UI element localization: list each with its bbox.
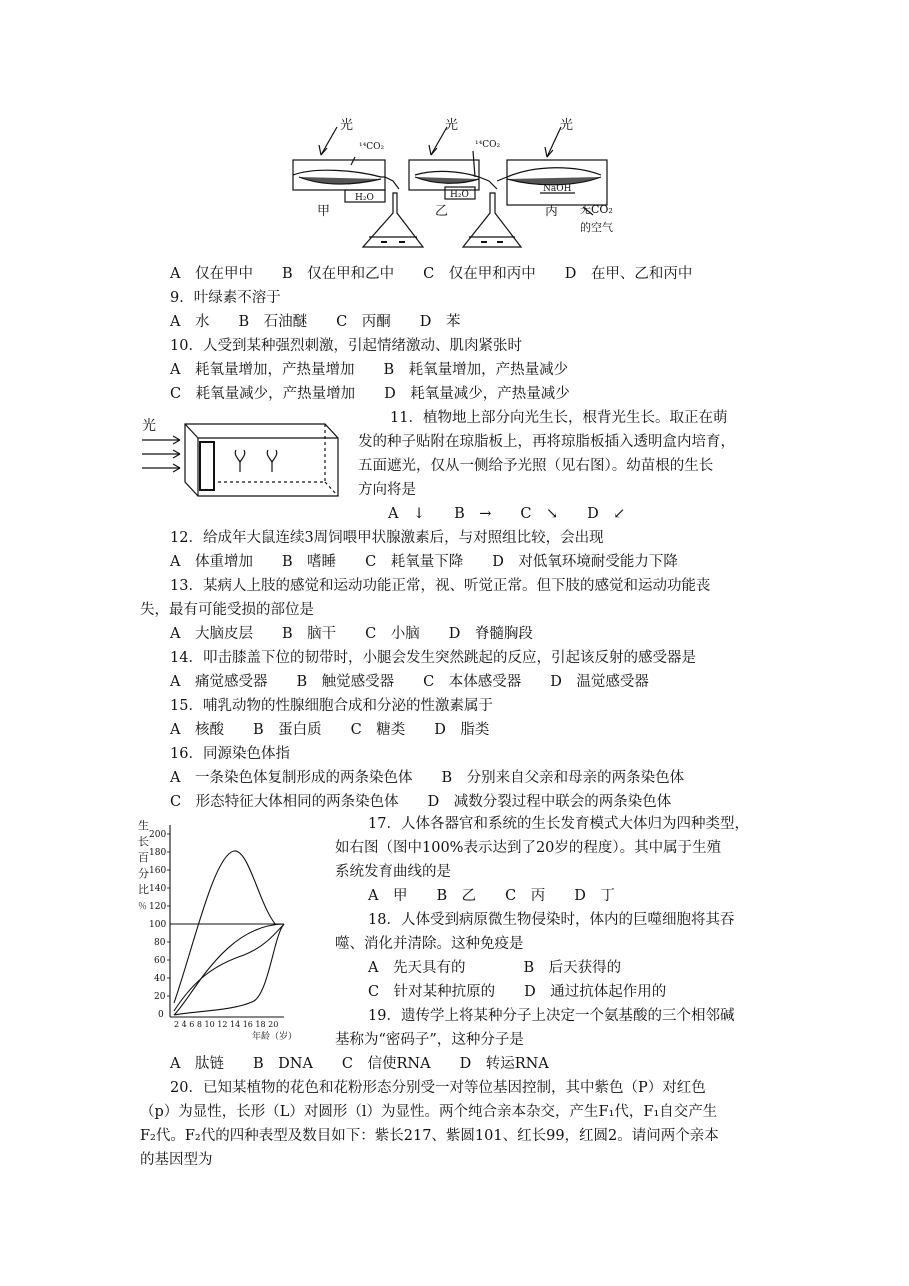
label-jia: 甲 (317, 204, 331, 219)
q17-line3: 系统发育曲线的是 (335, 864, 451, 880)
q11-line1: 11．植物地上部分向光生长，根背光生长。取正在萌 (390, 410, 728, 426)
ytick-60: 60 (154, 956, 166, 966)
q17-options: A 甲 B 乙 C 丙 D 丁 (368, 888, 615, 904)
ytick-180: 180 (149, 848, 167, 858)
ylabel-char-2: 长 (138, 835, 149, 848)
ytick-160: 160 (149, 866, 167, 876)
q10-options-1: A 耗氧量增加，产热量增加 B 耗氧量增加，产热量减少 (170, 362, 569, 378)
light-label-1: 光 (340, 118, 354, 133)
q11-line3: 五面遮光，仅从一侧给予光照（见右图）。幼苗根的生长 (358, 458, 714, 474)
photosynthesis-apparatus-figure (285, 115, 625, 260)
ylabel-char-3: 百 (138, 851, 149, 864)
q12-stem: 12．给成年大鼠连续3周饲喂甲状腺激素后，与对照组比较，会出现 (170, 530, 604, 546)
xticks: 2 4 6 8 10 12 14 16 18 20 (174, 1020, 279, 1029)
q14-stem: 14．叩击膝盖下位的韧带时，小腿会发生突然跳起的反应，引起该反射的感受器是 (170, 650, 696, 666)
q20-line3: F₂代。F₂代的四种表型及数目如下：紫长217、紫圆101、红长99，红圆2。请问两个亲本 (140, 1128, 719, 1144)
ylabel-char-6: ％ (138, 902, 148, 912)
ytick-140: 140 (149, 884, 167, 894)
q20-line2: （p）为显性，长形（L）对圆形（l）为显性。两个纯合亲本杂交，产生F₁代，F₁自交产生 (140, 1104, 718, 1120)
q17-line1: 17．人体各器官和系统的生长发育模式大体归为四种类型， (368, 816, 749, 832)
ytick-0: 0 (158, 1010, 164, 1020)
q16-options-2: C 形态特征大体相同的两条染色体 D 减数分裂过程中联会的两条染色体 (170, 794, 672, 810)
ytick-40: 40 (154, 974, 166, 984)
no-co2-air-label-1: 无CO₂ (580, 203, 613, 216)
co2-label-1: ¹⁴CO₂ (359, 142, 385, 152)
q12-options: A 体重增加 B 嗜睡 C 耗氧量下降 D 对低氧环境耐受能力下降 (170, 554, 678, 570)
ytick-20: 20 (154, 992, 166, 1002)
ylabel-char-5: 比 (138, 883, 149, 896)
label-bing: 丙 (545, 204, 559, 219)
ytick-80: 80 (154, 938, 166, 948)
light-label-2: 光 (445, 118, 459, 133)
ytick-100: 100 (149, 920, 167, 930)
q17-line2: 如右图（图中100%表示达到了20岁的程度）。其中属于生殖 (335, 840, 722, 856)
naoh-label: NaOH (543, 184, 572, 194)
q10-stem: 10．人受到某种强烈刺激，引起情绪激动、肌肉紧张时 (170, 338, 522, 354)
q11-options: A ↓ B → C ↘ D ↙ (388, 506, 626, 522)
h2o-label-2: H₂O (450, 190, 469, 200)
ytick-120: 120 (149, 902, 167, 912)
q11-line4: 方向将是 (358, 482, 416, 498)
seedling-box-figure (140, 410, 350, 505)
q18-options-1: A 先天具有的 B 后天获得的 (368, 960, 622, 976)
q18-options-2: C 针对某种抗原的 D 通过抗体起作用的 (368, 984, 667, 1000)
q9-stem: 9．叶绿素不溶于 (170, 290, 281, 306)
q19-line2: 基称为“密码子”，这种分子是 (335, 1032, 524, 1048)
q15-stem: 15．哺乳动物的性腺细胞合成和分泌的性激素属于 (170, 698, 493, 714)
co2-label-2: ¹⁴CO₂ (475, 140, 501, 150)
q8-options: A 仅在甲中 B 仅在甲和乙中 C 仅在甲和丙中 D 在甲、乙和丙中 (170, 266, 693, 282)
q13-options: A 大脑皮层 B 脑干 C 小脑 D 脊髓胸段 (170, 626, 533, 642)
q18-line2: 噬、消化并清除。这种免疫是 (335, 936, 524, 952)
no-co2-air-label-2: 的空气 (580, 221, 613, 234)
q16-stem: 16．同源染色体指 (170, 746, 290, 762)
q20-line1: 20．已知某植物的花色和花粉形态分别受一对等位基因控制，其中紫色（P）对红色 (170, 1080, 706, 1096)
ytick-200: 200 (149, 830, 167, 840)
q11-line2: 发的种子贴附在琼脂板上，再将琼脂板插入透明盒内培育， (358, 434, 735, 450)
q9-options: A 水 B 石油醚 C 丙酮 D 苯 (170, 314, 461, 330)
label-yi: 乙 (435, 204, 449, 219)
growth-curves-figure (134, 815, 334, 1045)
q14-options: A 痛觉感受器 B 触觉感受器 C 本体感受器 D 温觉感受器 (170, 674, 649, 690)
q13-line2: 失，最有可能受损的部位是 (140, 602, 314, 618)
xlabel: 年龄（岁） (252, 1032, 298, 1042)
q10-options-2: C 耗氧量减少，产热量增加 D 耗氧量减少，产热量减少 (170, 386, 570, 402)
h2o-label-1: H₂O (355, 193, 374, 203)
q13-line1: 13．某病人上肢的感觉和运动功能正常，视、听觉正常。但下肢的感觉和运动功能丧 (170, 578, 711, 594)
q16-options-1: A 一条染色体复制形成的两条染色体 B 分别来自父亲和母亲的两条染色体 (170, 770, 685, 786)
light-label-3: 光 (560, 118, 574, 133)
q19-options: A 肽链 B DNA C 信使RNA D 转运RNA (170, 1056, 549, 1072)
q18-line1: 18．人体受到病原微生物侵染时，体内的巨噬细胞将其吞 (368, 912, 735, 928)
ylabel-char-4: 分 (138, 867, 149, 880)
q20-line4: 的基因型为 (140, 1152, 213, 1168)
light-label: 光 (142, 418, 156, 434)
ylabel-char-1: 生 (138, 819, 149, 832)
q15-options: A 核酸 B 蛋白质 C 糖类 D 脂类 (170, 722, 490, 738)
q19-line1: 19．遗传学上将某种分子上决定一个氨基酸的三个相邻碱 (368, 1008, 735, 1024)
